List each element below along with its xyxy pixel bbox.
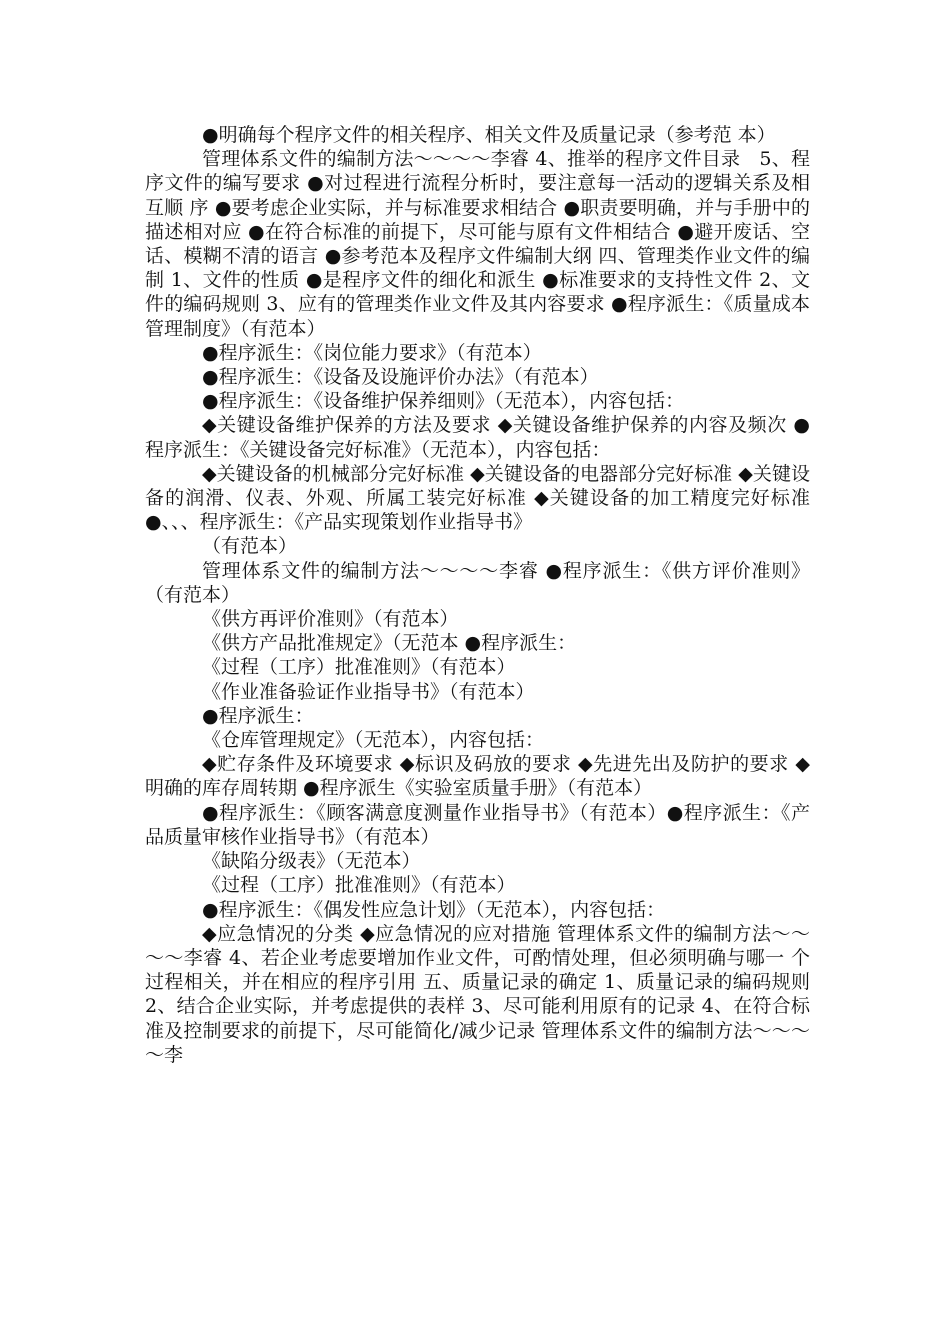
paragraph-20: ●程序派生：《偶发性应急计划》（无范本），内容包括： [202,898,666,921]
paragraph-17: ●程序派生：《顾客满意度测量作业指导书》（有范本）●程序派生：《产品质量审核作业指导书》（有范本） [145,801,810,848]
paragraph-8: （有范本） [202,535,298,558]
paragraph-14: ●程序派生： [202,704,314,727]
paragraph-10: 《供方再评价准则》（有范本） [202,608,459,631]
paragraph-15: 《仓库管理规定》（无范本），内容包括： [202,729,545,752]
paragraph-19: 《过程（工序）批准准则》（有范本） [202,874,516,897]
paragraph-9: 管理体系文件的编制方法～～～～李睿 ●程序派生：《供方评价准则》（有范本） [145,559,810,606]
paragraph-21: ◆应急情况的分类 ◆应急情况的应对措施 管理体系文件的编制方法～～～～李睿 4、若企业考虑要增加作业文件，可酌情处理，但必须明确与哪一 个过程相关，并在相应的程序引用 五、质量记录的确定 1、质量记录的编码规则 2、结合企业实际，并考虑提供的表样 3、尽可能利用原有的记录 4、在符合标准及控制要求的前提下，尽可能简化/减少记录 管理体系文件的编制方法～～～～李 [145,922,810,1066]
paragraph-2: 管理体系文件的编制方法～～～～李睿 4、推举的程序文件目录 5、程序文件的编写要求 ●对过程进行流程分析时，要注意每一活动的逻辑关系及相互顺 序 ●要考虑企业实际，并与标准要求相结合 ●职责要明确，并与手册中的描述相对应 ●在符合标准的前提下，尽可能与原有文件相结合 ●避开废话、空话、模糊不清的语言 ●参考范本及程序文件编制大纲 四、管理类作业文件的编制 1、文件的性质 ●是程序文件的细化和派生 ●标准要求的支持性文件 2、文件的编码规则 3、应有的管理类作业文件及其内容要求 ●程序派生：《质量成本管理制度》（有范本） [145,148,810,340]
paragraph-13: 《作业准备验证作业指导书》（有范本） [202,680,535,703]
paragraph-12: 《过程（工序）批准准则》（有范本） [202,656,516,679]
paragraph-1: ●明确每个程序文件的相关程序、相关文件及质量记录（参考范 本） [202,124,776,146]
paragraph-18: 《缺陷分级表》（无范本） [202,850,421,873]
paragraph-11: 《供方产品批准规定》（无范本 ●程序派生： [202,632,577,655]
paragraph-7: ◆关键设备的机械部分完好标准 ◆关键设备的电器部分完好标准 ◆关键设备的润滑、仪表、外观、所属工装完好标准 ◆关键设备的加工精度完好标准 ●、、、程序派生：《产品实现策划作业指导书》 [145,462,810,534]
paragraph-3: ●程序派生：《岗位能力要求》（有范本） [202,341,542,364]
document-body [145,123,810,1067]
paragraph-16: ◆贮存条件及环境要求 ◆标识及码放的要求 ◆先进先出及防护的要求 ◆明确的库存周转期 ●程序派生《实验室质量手册》（有范本） [145,753,810,800]
paragraph-5: ●程序派生：《设备维护保养细则》（无范本），内容包括： [202,390,685,413]
paragraph-6: ◆关键设备维护保养的方法及要求 ◆关键设备维护保养的内容及频次 ●程序派生：《关键设备完好标准》（无范本），内容包括： [145,414,810,461]
paragraph-4: ●程序派生：《设备及设施评价办法》（有范本） [202,366,599,389]
